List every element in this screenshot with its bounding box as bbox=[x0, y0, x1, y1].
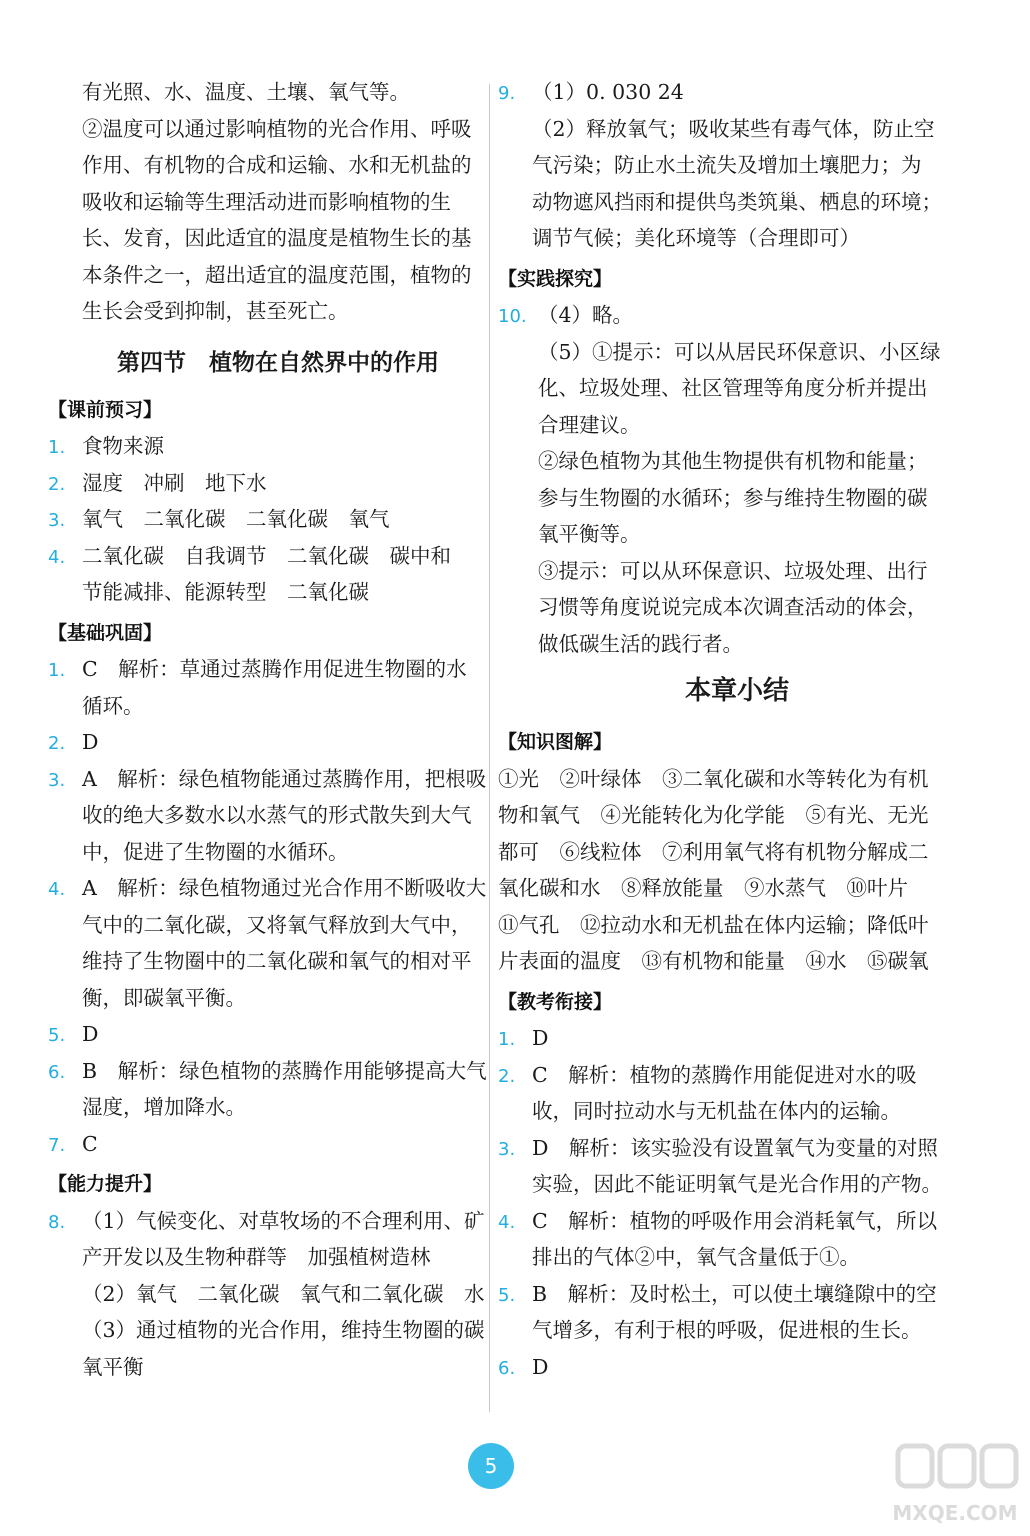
question-number: 4. bbox=[48, 546, 66, 568]
section-heading-ability: 【能力提升】 bbox=[48, 1173, 163, 1195]
answer-text: （4）略。 bbox=[538, 303, 634, 327]
question-number: 6. bbox=[498, 1357, 516, 1379]
answer-text: 氧气 二氧化碳 二氧化碳 氧气 bbox=[82, 507, 390, 531]
left-column bbox=[48, 74, 488, 1385]
answer-item bbox=[498, 1057, 946, 1094]
answer-text: （5）①提示：可以从居民环保意识、小区绿 bbox=[538, 339, 941, 364]
answer-text: 排出的气体②中，氧气含量低于①。 bbox=[532, 1245, 860, 1269]
answer-text: C bbox=[82, 1131, 98, 1156]
section-heading-practice: 【实践探究】 bbox=[498, 267, 613, 290]
column-divider bbox=[489, 84, 490, 1412]
answer-text: 气污染；防止水土流失及增加土壤肥力；为 bbox=[532, 153, 922, 177]
answer-text: 湿度，增加降水。 bbox=[82, 1095, 246, 1119]
answer-text: （3）通过植物的光合作用，维持生物圈的碳 bbox=[82, 1318, 485, 1342]
watermark-text: MXQE.COM bbox=[892, 1501, 1018, 1525]
answer-text: 氧平衡 bbox=[82, 1354, 144, 1379]
answer-item bbox=[48, 870, 488, 907]
answer-text: C 解析：植物的蒸腾作用能促进对水的吸 bbox=[532, 1062, 917, 1087]
answer-text: C 解析：植物的呼吸作用会消耗氧气，所以 bbox=[532, 1208, 938, 1233]
section-heading-knowledge: 【知识图解】 bbox=[498, 731, 613, 753]
answer-item bbox=[498, 297, 946, 334]
section-title: 第四节 植物在自然界中的作用 bbox=[117, 348, 439, 376]
watermark-logo bbox=[890, 1440, 1020, 1530]
answer-text: 合理建议。 bbox=[538, 412, 641, 437]
answer-text: 节能减排、能源转型 二氧化碳 bbox=[82, 580, 369, 604]
answer-text: 产开发以及生物种群等 加强植树造林 bbox=[82, 1245, 431, 1269]
answer-text: D bbox=[532, 1354, 549, 1379]
answer-text: 中，促进了生物圈的水循环。 bbox=[82, 839, 349, 864]
answer-text: 气中的二氧化碳，又将氧气释放到大气中， bbox=[82, 912, 472, 937]
knowledge-line: 氧化碳和水 ⑧释放能量 ⑨水蒸气 ⑩叶片 bbox=[498, 876, 908, 900]
question-number: 2. bbox=[48, 473, 66, 495]
answer-text: 参与生物圈的水循环；参与维持生物圈的碳 bbox=[538, 485, 928, 510]
question-number: 1. bbox=[48, 660, 66, 681]
text-line: 作用、有机物的合成和运输、水和无机盐的 bbox=[82, 153, 472, 177]
answer-item bbox=[48, 501, 488, 538]
answer-item bbox=[48, 651, 488, 688]
answer-item bbox=[498, 1203, 946, 1240]
answer-item bbox=[48, 538, 488, 575]
text-line: 吸收和运输等生理活动进而影响植物的生 bbox=[82, 189, 451, 214]
answer-item bbox=[48, 761, 488, 798]
answer-text: 维持了生物圈中的二氧化碳和氧气的相对平 bbox=[82, 949, 472, 973]
answer-text: （1）气候变化、对草牧场的不合理利用、矿 bbox=[82, 1208, 485, 1233]
answer-text: 循环。 bbox=[82, 693, 144, 718]
section-heading-exam: 【教考衔接】 bbox=[498, 990, 613, 1013]
right-column bbox=[498, 74, 946, 1385]
question-number: 4. bbox=[48, 879, 66, 900]
answer-text: D bbox=[82, 730, 99, 754]
answer-item bbox=[498, 1020, 946, 1057]
answer-text: D 解析：该实验没有设置氧气为变量的对照 bbox=[532, 1135, 938, 1160]
knowledge-line: ①光 ②叶绿体 ③二氧化碳和水等转化为有机 bbox=[498, 766, 929, 791]
answer-text: 实验，因此不能证明氧气是光合作用的产物。 bbox=[532, 1172, 942, 1196]
question-number: 9. bbox=[498, 83, 516, 104]
answer-text: 收的绝大多数水以水蒸气的形式散失到大气 bbox=[82, 803, 472, 827]
answer-item bbox=[498, 1276, 946, 1313]
chapter-summary-title: 本章小结 bbox=[684, 676, 789, 706]
answer-text: A 解析：绿色植物能通过蒸腾作用，把根吸 bbox=[82, 766, 487, 791]
text-line: 本条件之一，超出适宜的温度范围，植物的 bbox=[82, 262, 472, 287]
answer-text: A 解析：绿色植物通过光合作用不断吸收大 bbox=[82, 876, 487, 900]
answer-item bbox=[498, 74, 946, 111]
answer-text: 动物遮风挡雨和提供鸟类筑巢、栖息的环境； bbox=[532, 189, 942, 214]
answer-text: 衡，即碳氧平衡。 bbox=[82, 985, 246, 1010]
knowledge-line: 都可 ⑥线粒体 ⑦利用氧气将有机物分解成二 bbox=[498, 839, 929, 864]
knowledge-line: 片表面的温度 ⑬有机物和能量 ⑭水 ⑮碳氧 bbox=[498, 949, 929, 973]
answer-text: （2）氧气 二氧化碳 氧气和二氧化碳 水 bbox=[82, 1281, 485, 1306]
answer-text: 习惯等角度说说完成本次调查活动的体会， bbox=[538, 595, 928, 619]
question-number: 5. bbox=[48, 1025, 66, 1046]
answer-item bbox=[48, 724, 488, 761]
answer-text: C 解析：草通过蒸腾作用促进生物圈的水 bbox=[82, 657, 467, 681]
answer-item bbox=[48, 1126, 488, 1163]
question-number: 2. bbox=[48, 733, 66, 754]
text-line: 长、发育，因此适宜的温度是植物生长的基 bbox=[82, 226, 472, 250]
question-number: 4. bbox=[498, 1211, 516, 1233]
page-number-badge: 5 bbox=[468, 1443, 514, 1489]
answer-text: D bbox=[532, 1026, 549, 1050]
answer-text: 调节气候；美化环境等（合理即可） bbox=[532, 226, 860, 250]
answer-text: 收，同时拉动水与无机盐在体内的运输。 bbox=[532, 1099, 901, 1123]
answer-text: 食物来源 bbox=[82, 434, 164, 458]
section-heading-basic: 【基础巩固】 bbox=[48, 621, 163, 644]
answer-text: 氧平衡等。 bbox=[538, 522, 641, 546]
text-line: ②温度可以通过影响植物的光合作用、呼吸 bbox=[82, 116, 472, 141]
answer-text: ③提示：可以从环保意识、垃圾处理、出行 bbox=[538, 558, 928, 583]
answer-item bbox=[48, 465, 488, 502]
answer-text: 二氧化碳 自我调节 二氧化碳 碳中和 bbox=[82, 543, 451, 568]
knowledge-line: 物和氧气 ④光能转化为化学能 ⑤有光、无光 bbox=[498, 803, 929, 827]
text-line: 生长会受到抑制，甚至死亡。 bbox=[82, 299, 349, 323]
question-number: 3. bbox=[498, 1138, 516, 1160]
question-number: 3. bbox=[48, 769, 66, 791]
question-number: 2. bbox=[498, 1065, 516, 1087]
question-number: 5. bbox=[498, 1284, 516, 1306]
answer-text: （2）释放氧气；吸收某些有毒气体，防止空 bbox=[532, 116, 935, 141]
question-number: 3. bbox=[48, 510, 66, 531]
answer-item bbox=[48, 428, 488, 465]
answer-text: D bbox=[82, 1022, 99, 1046]
answer-item bbox=[48, 1053, 488, 1090]
knowledge-line: ⑪气孔 ⑫拉动水和无机盐在体内运输；降低叶 bbox=[498, 912, 929, 937]
answer-text: 做低碳生活的践行者。 bbox=[538, 631, 743, 656]
answer-text: 湿度 冲刷 地下水 bbox=[82, 470, 267, 495]
text-line: 有光照、水、温度、土壤、氧气等。 bbox=[82, 80, 410, 104]
answer-item bbox=[498, 1130, 946, 1167]
answer-text: ②绿色植物为其他生物提供有机物和能量； bbox=[538, 449, 928, 473]
answer-text: （1）0. 030 24 bbox=[532, 80, 684, 104]
section-heading-preview: 【课前预习】 bbox=[48, 398, 163, 421]
question-number: 6. bbox=[48, 1061, 66, 1083]
answer-text: B 解析：绿色植物的蒸腾作用能够提高大气 bbox=[82, 1058, 487, 1083]
answer-text: 化、垃圾处理、社区管理等角度分析并提出 bbox=[538, 376, 928, 400]
question-number: 1. bbox=[48, 437, 66, 458]
answer-text: 气增多，有利于根的呼吸，促进根的生长。 bbox=[532, 1318, 922, 1342]
question-number: 10. bbox=[498, 306, 527, 327]
question-number: 1. bbox=[498, 1029, 516, 1050]
question-number: 8. bbox=[48, 1211, 66, 1233]
answer-text: B 解析：及时松土，可以使土壤缝隙中的空 bbox=[532, 1281, 937, 1306]
question-number: 7. bbox=[48, 1134, 66, 1156]
answer-item bbox=[48, 1016, 488, 1053]
answer-item bbox=[498, 1349, 946, 1386]
answer-item bbox=[48, 1203, 488, 1240]
